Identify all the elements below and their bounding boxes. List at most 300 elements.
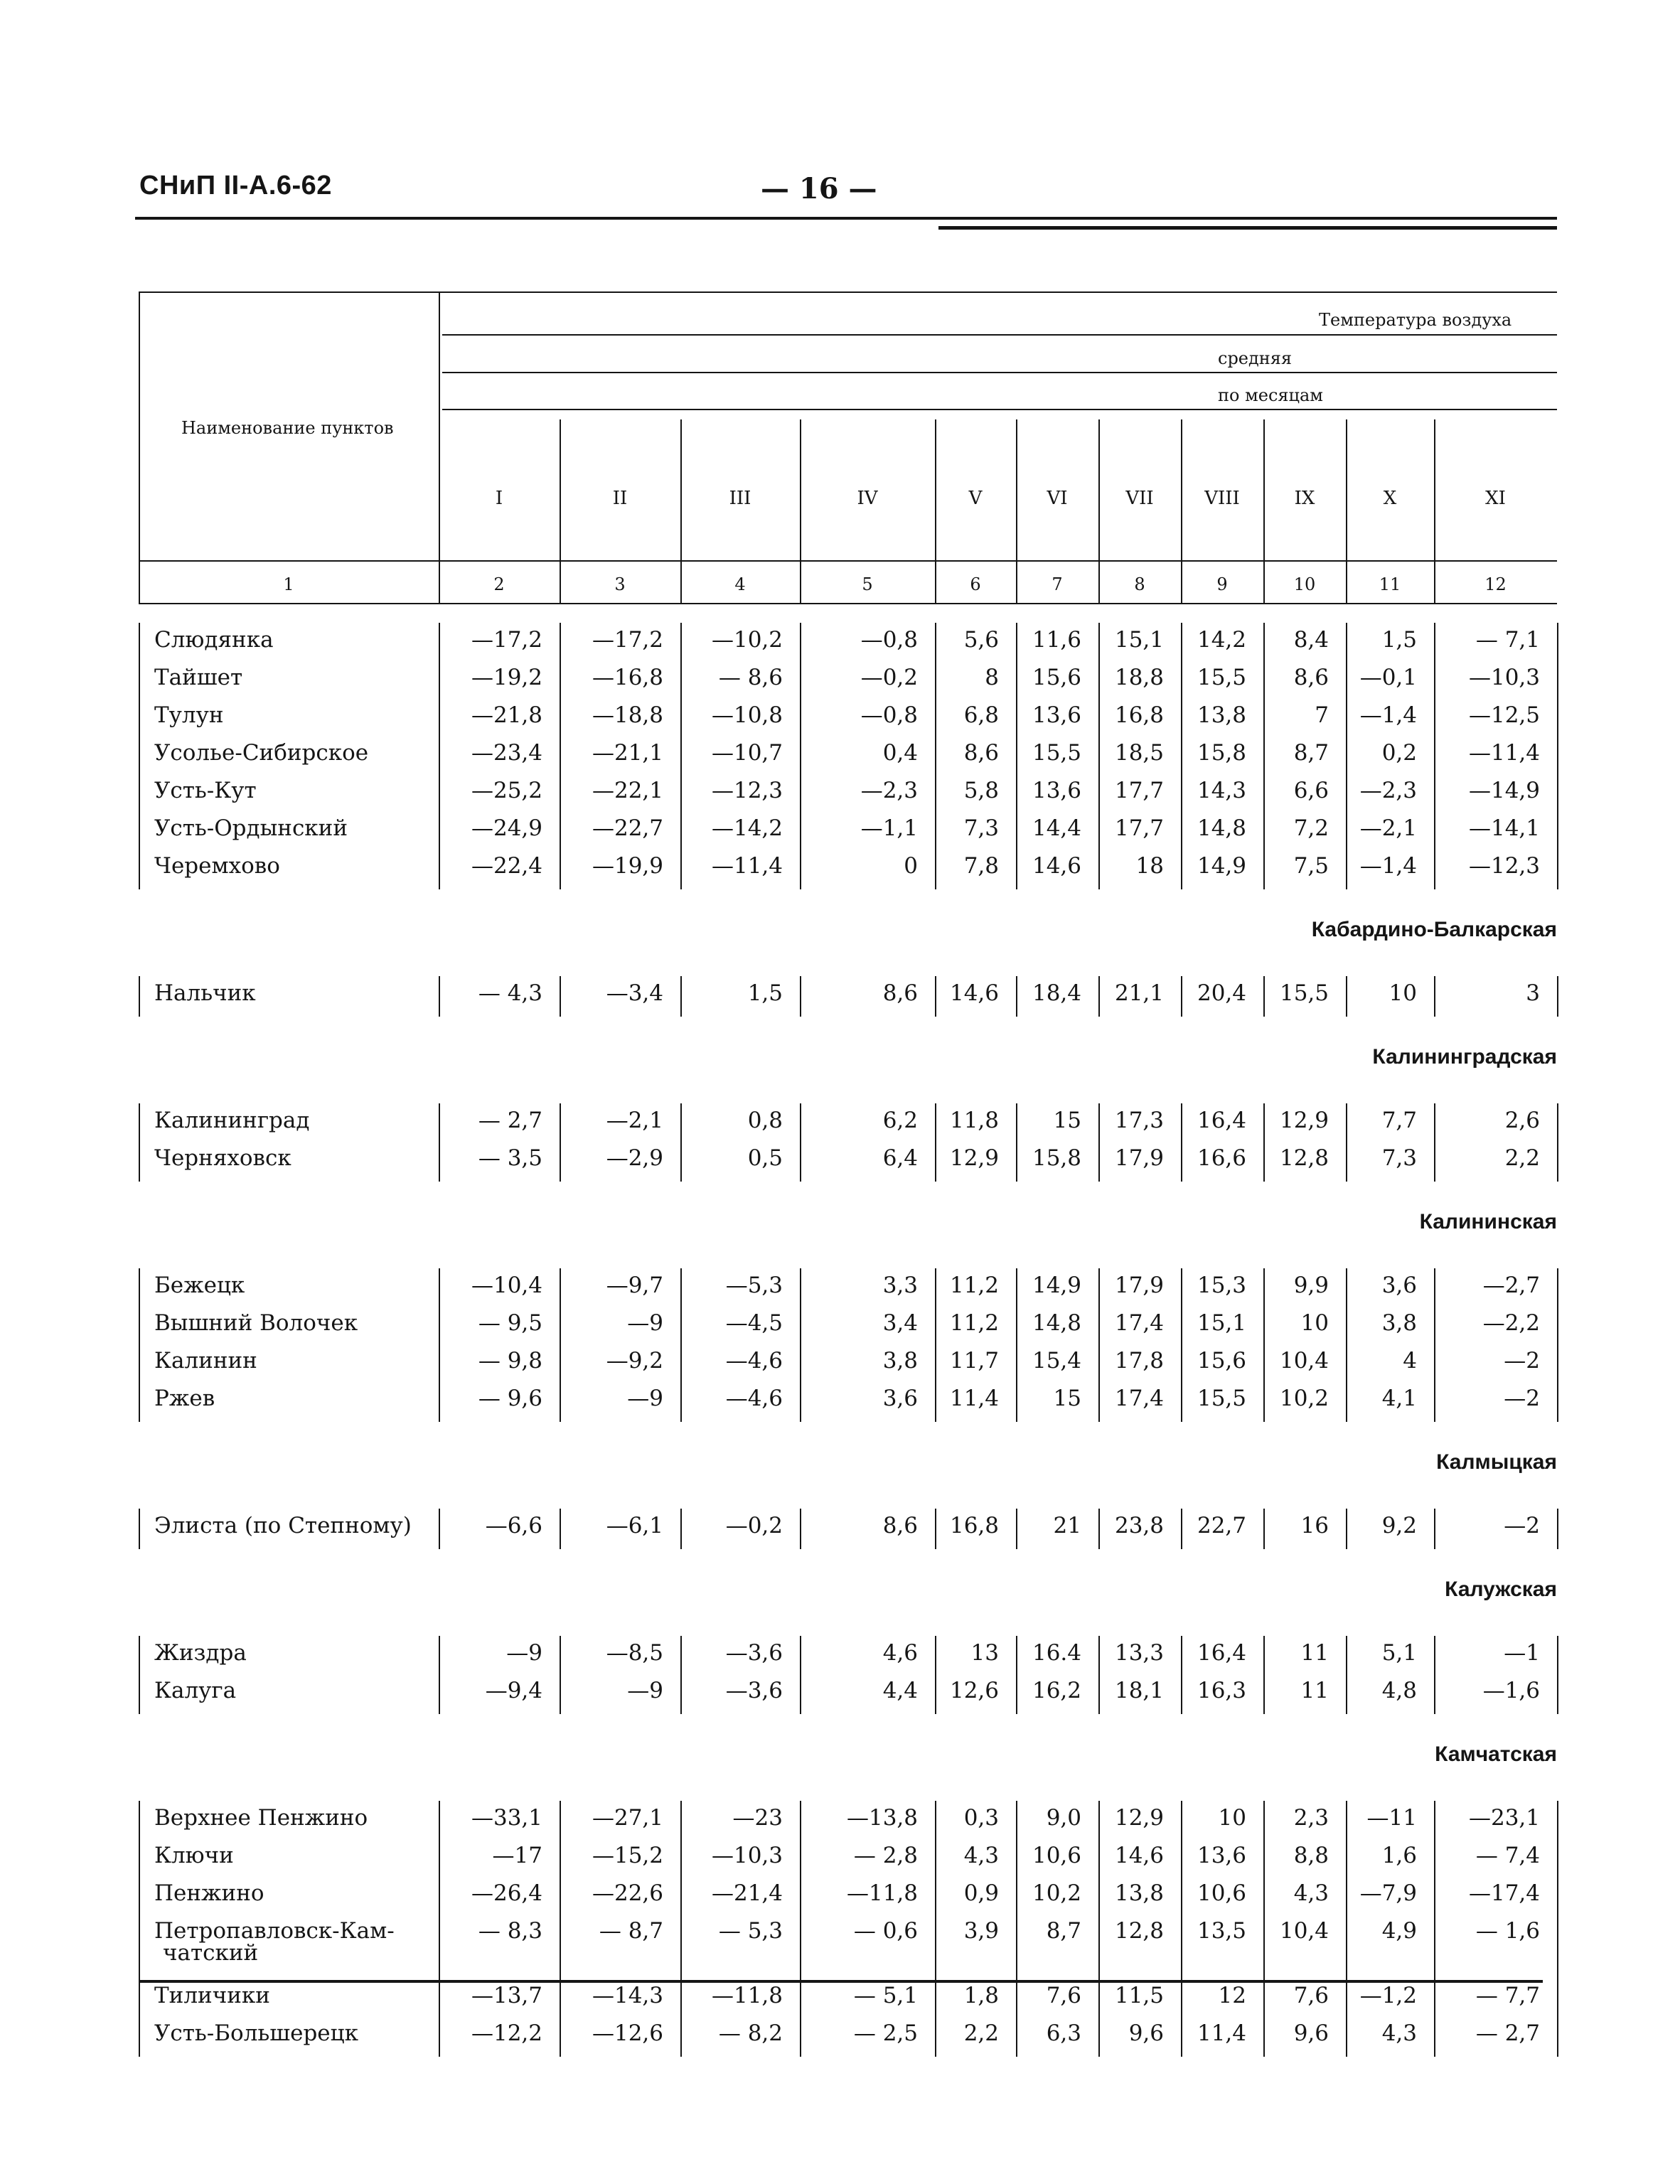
temperature-cell: 13 [970,1640,999,1666]
temperature-cell: 8,6 [963,740,999,766]
temperature-cell: 8,8 [1293,1843,1329,1868]
temperature-cell: —0,1 [1359,665,1417,690]
temperature-cell: 16,4 [1197,1108,1246,1133]
temperature-cell: —0,2 [860,665,918,690]
temperature-cell: —14,9 [1468,778,1540,803]
name-column-divider [439,291,440,604]
temperature-cell: — 2,5 [853,2020,918,2046]
temperature-cell: — 8,7 [599,1918,663,1944]
column-rule [1557,976,1558,1017]
temperature-cell: —15,2 [592,1843,663,1868]
temperature-cell: —6,1 [606,1513,663,1538]
table-row [139,740,1557,777]
temperature-cell: —1,1 [860,815,918,841]
temperature-cell: — 7,1 [1475,627,1540,653]
temperature-cell: 13,6 [1032,702,1081,728]
temperature-cell: 23,8 [1114,1513,1164,1538]
temperature-cell: —16,8 [592,665,663,690]
temperature-cell: 7,5 [1293,853,1329,879]
column-rule [1434,1509,1435,1549]
column-rule [1557,1103,1558,1182]
temperature-cell: —27,1 [592,1805,663,1831]
temperature-cell: — 9,6 [478,1386,542,1411]
temperature-cell: —13,8 [846,1805,918,1831]
table-row [139,1880,1557,1917]
temperature-cell: —12,3 [1468,853,1540,879]
column-rule [1434,1801,1435,2057]
temperature-cell: 17,8 [1114,1348,1164,1374]
temperature-cell: 4,8 [1381,1678,1417,1703]
header-line-1 [442,334,1557,336]
table-row [139,1273,1557,1310]
column-rule [935,1801,936,2057]
temperature-cell: 7,7 [1381,1108,1417,1133]
column-rule [935,1103,936,1182]
temperature-cell: 15,8 [1197,740,1246,766]
month-header: X [1383,488,1397,509]
name-column-header: Наименование пунктов [181,418,394,438]
temperature-cell: —13,7 [471,1983,542,2008]
temperature-cell: 13,8 [1114,1880,1164,1906]
temperature-cell: 1,6 [1381,1843,1417,1868]
column-rule [680,1801,682,2057]
column-rule [439,623,440,889]
column-rule [1016,1636,1017,1714]
temperature-cell: —0,8 [860,627,918,653]
document-code: СНиП II-А.6-62 [139,171,332,200]
column-number: 11 [1379,574,1401,594]
temperature-cell: 15,5 [1279,980,1329,1006]
temperature-cell: 17,7 [1114,815,1164,841]
temperature-cell: 12,9 [1114,1805,1164,1831]
temperature-cell: 16.4 [1032,1640,1081,1666]
temperature-cell: 6,4 [882,1145,918,1171]
header-left-border [139,291,140,604]
temperature-cell: 0,2 [1381,740,1417,766]
column-number: 2 [493,574,505,594]
temperature-cell: 14,8 [1197,815,1246,841]
temperature-cell: — 1,6 [1475,1918,1540,1944]
temperature-cell: 11 [1300,1640,1329,1666]
region-heading: Калмыцкая [1436,1450,1557,1474]
temperature-cell: —3,4 [606,980,663,1006]
temperature-cell: —9 [627,1310,663,1336]
temperature-cell: 7,2 [1293,815,1329,841]
column-number: 1 [283,574,294,594]
temperature-cell: 2,6 [1504,1108,1540,1133]
temperature-cell: 11,2 [949,1273,999,1298]
temperature-cell: 10,6 [1197,1880,1246,1906]
temperature-cell: —1,6 [1482,1678,1540,1703]
column-rule [1016,623,1017,889]
temperature-cell: — 2,7 [478,1108,542,1133]
header-bottom-line [139,603,1557,604]
temperature-cell: 13,6 [1197,1843,1246,1868]
temperature-cell: —22,1 [592,778,663,803]
temperature-cell: —12,5 [1468,702,1540,728]
place-name: Верхнее Пенжино [154,1805,368,1831]
temperature-cell: 2,2 [963,2020,999,2046]
table-bottom-rule [139,1980,1543,1983]
temperature-cell: 0,9 [963,1880,999,1906]
temperature-cell: 8,6 [882,980,918,1006]
temperature-cell: — 4,3 [478,980,542,1006]
place-name: Вышний Волочек [154,1310,358,1336]
column-rule [680,1103,682,1182]
temperature-cell: 4,4 [882,1678,918,1703]
temperature-cell: —21,1 [592,740,663,766]
month-header: II [612,488,628,509]
temperature-cell: — 8,3 [478,1918,542,1944]
temperature-cell: — 7,4 [1475,1843,1540,1868]
place-name: Калуга [154,1678,237,1703]
column-number: 8 [1134,574,1145,594]
column-rule [800,1801,801,2057]
place-name: Пенжино [154,1880,264,1906]
temperature-cell: —22,6 [592,1880,663,1906]
temperature-cell: —10,7 [711,740,783,766]
temperature-cell: 14,6 [1114,1843,1164,1868]
temperature-cell: 11,7 [949,1348,999,1374]
temperature-cell: —17 [492,1843,542,1868]
column-rule [139,1509,140,1549]
temperature-cell: —9,4 [485,1678,542,1703]
temperature-cell: 6,8 [963,702,999,728]
column-rule [800,1509,801,1549]
table-row [139,778,1557,815]
table-row [139,1678,1557,1715]
temperature-cell: 3,6 [1381,1273,1417,1298]
temperature-cell: 14,4 [1032,815,1081,841]
column-rule [1098,1636,1100,1714]
temperature-cell: 11,4 [949,1386,999,1411]
column-number: 3 [614,574,626,594]
column-rule [439,1509,440,1549]
column-number: 10 [1293,574,1316,594]
header-sub-average: средняя [1218,348,1293,368]
temperature-cell: —22,7 [592,815,663,841]
temperature-cell: 10 [1389,980,1417,1006]
temperature-cell: 20,4 [1197,980,1246,1006]
temperature-cell: 10 [1218,1805,1246,1831]
month-header: XI [1485,488,1506,509]
temperature-cell: 22,7 [1197,1513,1246,1538]
temperature-cell: 12,8 [1114,1918,1164,1944]
temperature-cell: 16,4 [1197,1640,1246,1666]
temperature-cell: 2,2 [1504,1145,1540,1171]
temperature-cell: 3 [1526,980,1540,1006]
column-rule [560,1509,561,1549]
temperature-cell: —10,3 [1468,665,1540,690]
column-rule [439,1636,440,1714]
temperature-cell: 12,8 [1279,1145,1329,1171]
temperature-cell: —33,1 [471,1805,542,1831]
temperature-cell: 14,3 [1197,778,1246,803]
header-sub-months: по месяцам [1218,385,1323,405]
temperature-cell: 12,9 [1279,1108,1329,1133]
column-rule [680,1509,682,1549]
column-rule [1098,1801,1100,2057]
temperature-cell: 4 [1403,1348,1417,1374]
temperature-cell: —1,4 [1359,853,1417,879]
table-row [139,980,1557,1017]
temperature-cell: —3,6 [725,1678,783,1703]
temperature-cell: 17,3 [1114,1108,1164,1133]
column-rule [800,976,801,1017]
table-row [139,702,1557,739]
temperature-cell: 11,4 [1197,2020,1246,2046]
temperature-cell: 16,2 [1032,1678,1081,1703]
temperature-cell: 1,5 [1381,627,1417,653]
temperature-cell: 4,6 [882,1640,918,1666]
column-rule [800,1103,801,1182]
temperature-cell: 7,3 [963,815,999,841]
column-rule [1016,1268,1017,1422]
temperature-cell: 7,3 [1381,1145,1417,1171]
column-rule [1557,1268,1558,1422]
table-row [139,665,1557,702]
temperature-cell: 14,6 [949,980,999,1006]
temperature-cell: —12,2 [471,2020,542,2046]
column-rule [560,976,561,1017]
temperature-cell: —0,8 [860,702,918,728]
column-rule [1263,1636,1265,1714]
temperature-cell: 17,9 [1114,1273,1164,1298]
temperature-cell: 14,2 [1197,627,1246,653]
temperature-cell: —6,6 [485,1513,542,1538]
table-row [139,1310,1557,1347]
temperature-cell: —3,6 [725,1640,783,1666]
temperature-cell: 8,7 [1293,740,1329,766]
column-number: 9 [1216,574,1228,594]
place-name: Усолье-Сибирское [154,740,369,766]
temperature-cell: —21,4 [711,1880,783,1906]
temperature-cell: 11,5 [1114,1983,1164,2008]
temperature-cell: 6,3 [1046,2020,1081,2046]
column-rule [1181,1509,1182,1549]
temperature-cell: —4,6 [725,1348,783,1374]
temperature-cell: — 9,5 [478,1310,542,1336]
place-name: Жиздра [154,1640,247,1666]
temperature-cell: 18 [1135,853,1164,879]
column-rule [1346,623,1347,889]
temperature-cell: 14,9 [1197,853,1246,879]
column-number: 7 [1052,574,1063,594]
temperature-cell: 15,6 [1032,665,1081,690]
temperature-cell: 3,8 [1381,1310,1417,1336]
temperature-cell: 0,3 [963,1805,999,1831]
temperature-cell: —2,1 [1359,815,1417,841]
column-rule [560,1103,561,1182]
column-rule [1434,1636,1435,1714]
header-top-line [139,291,1557,293]
temperature-cell: — 8,2 [718,2020,783,2046]
temperature-cell: 10,4 [1279,1918,1329,1944]
temperature-cell: 14,9 [1032,1273,1081,1298]
table-row [139,1843,1557,1880]
column-rule [1263,1509,1265,1549]
place-name-continuation: чатский [163,1940,259,1966]
temperature-cell: 3,4 [882,1310,918,1336]
temperature-cell: —1,2 [1359,1983,1417,2008]
temperature-cell: 18,8 [1114,665,1164,690]
temperature-cell: 7,6 [1293,1983,1329,2008]
temperature-cell: 5,6 [963,627,999,653]
temperature-cell: 14,6 [1032,853,1081,879]
temperature-cell: 9,9 [1293,1273,1329,1298]
place-name: Нальчик [154,980,256,1006]
temperature-cell: 0,8 [747,1108,783,1133]
column-rule [1181,1103,1182,1182]
temperature-cell: 0,4 [882,740,918,766]
temperature-cell: —11 [1366,1805,1417,1831]
temperature-cell: 11 [1300,1678,1329,1703]
column-rule [1098,976,1100,1017]
column-rule [935,976,936,1017]
temperature-cell: — 3,5 [478,1145,542,1171]
place-name: Ключи [154,1843,234,1868]
temperature-cell: 15,1 [1114,627,1164,653]
place-name: Слюдянка [154,627,274,653]
column-number: 5 [862,574,873,594]
temperature-cell: 18,5 [1114,740,1164,766]
column-rule [935,1268,936,1422]
column-rule [800,623,801,889]
temperature-cell: 18,4 [1032,980,1081,1006]
temperature-cell: 4,3 [1293,1880,1329,1906]
temperature-cell: 0 [904,853,918,879]
temperature-cell: 17,9 [1114,1145,1164,1171]
column-rule [1263,976,1265,1017]
temperature-cell: 4,3 [1381,2020,1417,2046]
temperature-cell: 4,9 [1381,1918,1417,1944]
temperature-cell: —1 [1504,1640,1540,1666]
temperature-cell: 17,7 [1114,778,1164,803]
temperature-cell: —12,6 [592,2020,663,2046]
temperature-cell: 15 [1053,1108,1081,1133]
temperature-cell: 15,4 [1032,1348,1081,1374]
temperature-cell: —23 [732,1805,783,1831]
temperature-cell: —25,2 [471,778,542,803]
place-name: Элиста (по Степному) [154,1513,412,1538]
temperature-cell: 3,3 [882,1273,918,1298]
header-rule-thick [938,226,1557,230]
temperature-cell: —17,2 [592,627,663,653]
temperature-cell: 13,3 [1114,1640,1164,1666]
temperature-cell: 12,9 [949,1145,999,1171]
place-name: Тайшет [154,665,243,690]
header-rule [135,217,1557,220]
column-rule [1346,1801,1347,2057]
temperature-cell: 4,3 [963,1843,999,1868]
temperature-cell: 15,8 [1032,1145,1081,1171]
table-row [139,815,1557,852]
month-header: VIII [1204,488,1240,509]
temperature-cell: 16,3 [1197,1678,1246,1703]
column-rule [1557,1801,1558,2057]
column-rule [1557,623,1558,889]
column-rule [1181,1801,1182,2057]
temperature-cell: 10,2 [1032,1880,1081,1906]
column-rule [1181,1268,1182,1422]
temperature-cell: 13,5 [1197,1918,1246,1944]
temperature-cell: 5,8 [963,778,999,803]
temperature-cell: 12,6 [949,1678,999,1703]
column-rule [439,1801,440,2057]
table-row [139,1640,1557,1677]
table-row [139,2020,1557,2057]
table-row [139,1348,1557,1385]
temperature-cell: 8,6 [1293,665,1329,690]
region-heading: Калужская [1445,1578,1557,1601]
temperature-cell: 0,5 [747,1145,783,1171]
column-rule [1263,1801,1265,2057]
temperature-cell: 8,7 [1046,1918,1081,1944]
temperature-cell: —19,2 [471,665,542,690]
temperature-cell: —17,4 [1468,1880,1540,1906]
column-rule [439,1103,440,1182]
column-number: 6 [970,574,981,594]
temperature-cell: —10,2 [711,627,783,653]
place-name: Бежецк [154,1273,245,1298]
column-rule [1434,1103,1435,1182]
temperature-cell: —11,8 [711,1983,783,2008]
temperature-cell: —14,1 [1468,815,1540,841]
column-rule [1346,1636,1347,1714]
temperature-cell: 7,6 [1046,1983,1081,2008]
temperature-cell: 9,6 [1128,2020,1164,2046]
column-rule [1346,1103,1347,1182]
temperature-cell: 3,8 [882,1348,918,1374]
column-rule [1098,1509,1100,1549]
temperature-cell: —8,5 [606,1640,663,1666]
temperature-cell: —0,2 [725,1513,783,1538]
place-name: Черемхово [154,853,280,879]
temperature-cell: —9 [627,1386,663,1411]
place-name: Усть-Большерецк [154,2020,358,2046]
temperature-cell: —2,3 [1359,778,1417,803]
temperature-cell: 15,3 [1197,1273,1246,1298]
column-rule [680,1268,682,1422]
temperature-cell: —18,8 [592,702,663,728]
place-name: Усть-Ордынский [154,815,348,841]
region-heading: Камчатская [1435,1743,1557,1766]
column-rule [139,1636,140,1714]
column-rule [1263,1268,1265,1422]
column-rule [800,1268,801,1422]
column-rule [1181,976,1182,1017]
temperature-cell: 10,6 [1032,1843,1081,1868]
temperature-cell: — 0,6 [853,1918,918,1944]
temperature-cell: 10 [1300,1310,1329,1336]
temperature-cell: 21,1 [1114,980,1164,1006]
place-name: Ржев [154,1386,215,1411]
temperature-cell: 13,8 [1197,702,1246,728]
column-rule [560,623,561,889]
column-rule [1434,976,1435,1017]
temperature-cell: 2,3 [1293,1805,1329,1831]
column-rule [680,976,682,1017]
temperature-cell: —5,3 [725,1273,783,1298]
temperature-cell: 6,6 [1293,778,1329,803]
temperature-cell: —23,1 [1468,1805,1540,1831]
table-row [139,627,1557,664]
temperature-cell: 7 [1315,702,1329,728]
temperature-cell: 15,5 [1197,1386,1246,1411]
temperature-cell: 7,8 [963,853,999,879]
column-rule [139,1103,140,1182]
region-heading: Калининградская [1372,1045,1557,1069]
